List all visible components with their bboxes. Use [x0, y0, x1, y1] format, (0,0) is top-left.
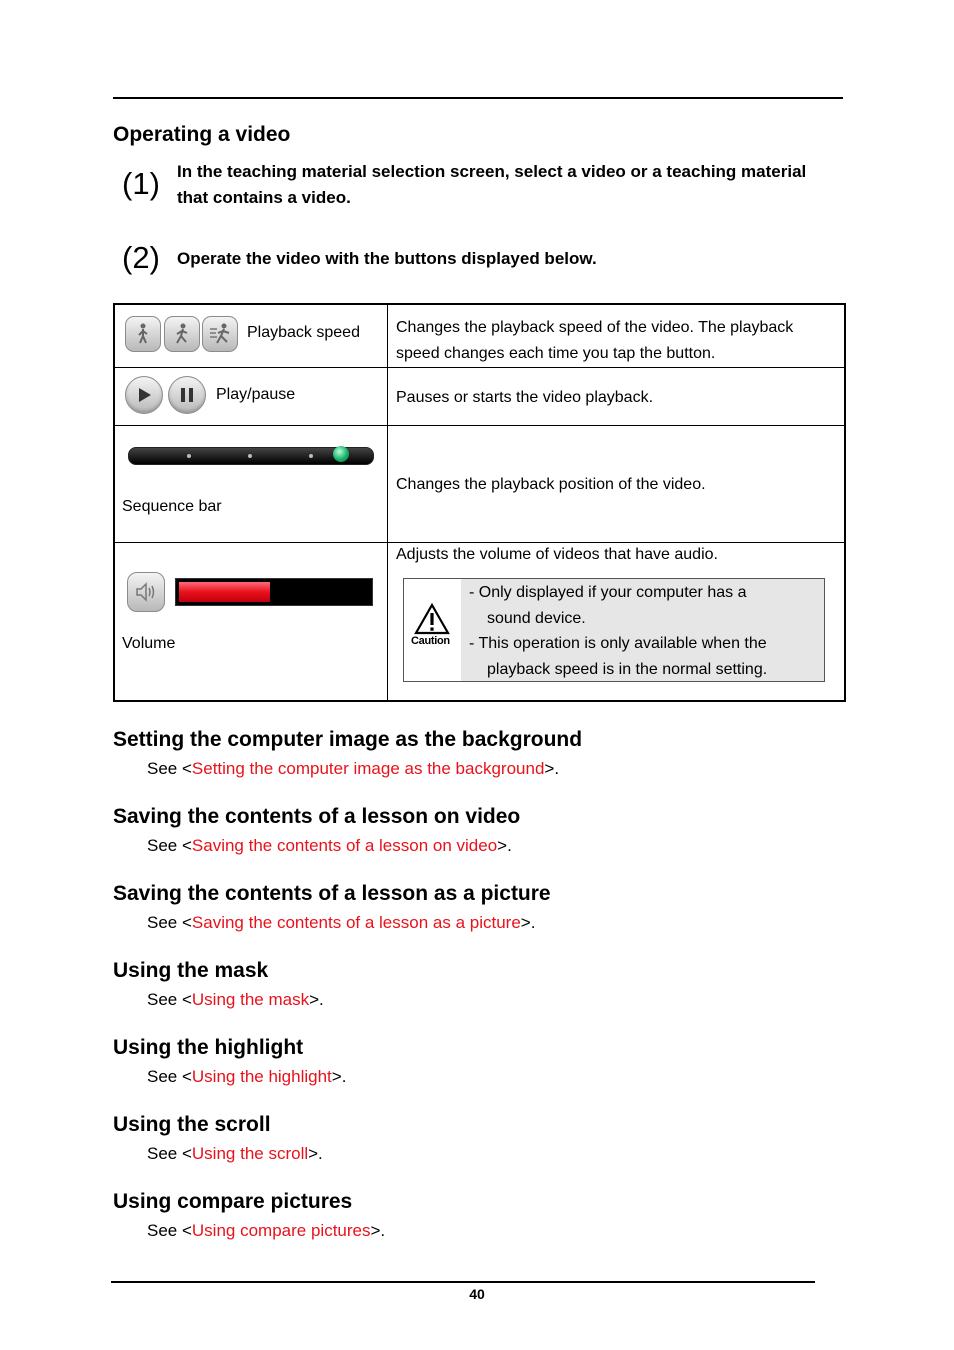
caution-label: Caution	[411, 635, 450, 647]
caution-line-1: - Only displayed if your computer has a	[469, 584, 747, 601]
link-saving-lesson-picture[interactable]: Saving the contents of a lesson as a picture	[191, 913, 521, 932]
heading-saving-lesson-picture: Saving the contents of a lesson as a picture	[113, 882, 551, 905]
speaker-icon[interactable]	[127, 572, 165, 612]
volume-label: Volume	[122, 635, 176, 652]
sequence-bar-label: Sequence bar	[122, 498, 222, 515]
walk-slow-icon[interactable]	[125, 316, 161, 352]
heading-saving-lesson-video: Saving the contents of a lesson on video	[113, 805, 521, 828]
see-reference	[147, 913, 535, 933]
table-row-sequence-bar	[114, 426, 845, 543]
see-reference	[147, 759, 559, 779]
link-compare-pictures[interactable]: Using compare pictures	[191, 1221, 371, 1240]
step-2-text: Operate the video with the buttons displayed below.	[177, 249, 597, 268]
caution-line-1-cont: sound device.	[487, 609, 586, 627]
pause-icon[interactable]	[168, 376, 206, 414]
see-prefix: See <	[147, 1067, 192, 1086]
walk-normal-icon[interactable]	[164, 316, 200, 352]
see-prefix: See <	[147, 759, 192, 778]
footer-rule	[111, 1281, 815, 1283]
sequence-bar-knob[interactable]	[333, 446, 349, 462]
see-suffix: >.	[520, 913, 536, 932]
page-number: 40	[469, 1286, 485, 1302]
table-row-volume	[114, 543, 845, 702]
caution-line-2-cont: playback speed is in the normal setting.	[487, 660, 768, 678]
heading-computer-image-background: Setting the computer image as the background	[113, 728, 583, 751]
volume-slider[interactable]	[175, 578, 373, 606]
see-reference	[147, 836, 512, 856]
play-pause-description: Pauses or starts the video playback.	[396, 389, 654, 406]
link-using-highlight[interactable]: Using the highlight	[191, 1067, 332, 1086]
see-prefix: See <	[147, 1221, 192, 1240]
link-computer-image-background[interactable]: Setting the computer image as the background	[191, 759, 545, 778]
caution-line-2: - This operation is only available when the	[469, 635, 767, 652]
see-reference	[147, 990, 324, 1010]
caution-box	[403, 578, 825, 682]
link-saving-lesson-video[interactable]: Saving the contents of a lesson on video	[191, 836, 498, 855]
see-reference	[147, 1067, 346, 1087]
see-reference	[147, 1144, 323, 1164]
link-using-scroll[interactable]: Using the scroll	[191, 1144, 309, 1163]
header-rule	[113, 97, 843, 99]
heading-using-mask: Using the mask	[113, 959, 269, 982]
play-icon[interactable]	[125, 376, 163, 414]
playback-speed-description: Changes the playback speed of the video. The playback speed changes each time you tap the button.	[396, 319, 794, 362]
sequence-bar-description: Changes the playback position of the video.	[396, 476, 706, 493]
step-1-text: In the teaching material selection screen, select a video or a teaching material that contains a video.	[177, 162, 807, 207]
link-using-mask[interactable]: Using the mask	[191, 990, 310, 1009]
see-suffix: >.	[331, 1067, 347, 1086]
play-pause-label: Play/pause	[216, 386, 296, 403]
sequence-bar[interactable]	[128, 447, 374, 465]
heading-operating-video: Operating a video	[113, 123, 291, 146]
table-row-play-pause	[114, 368, 845, 426]
heading-using-scroll: Using the scroll	[113, 1113, 271, 1136]
see-suffix: >.	[544, 759, 560, 778]
run-fast-icon[interactable]	[202, 316, 238, 352]
see-suffix: >.	[309, 990, 324, 1009]
see-prefix: See <	[147, 1144, 192, 1163]
see-suffix: >.	[370, 1221, 386, 1240]
see-suffix: >.	[308, 1144, 323, 1163]
see-reference	[147, 1221, 385, 1241]
video-controls-table	[113, 303, 846, 702]
playback-speed-label: Playback speed	[247, 324, 360, 341]
see-prefix: See <	[147, 836, 192, 855]
heading-using-highlight: Using the highlight	[113, 1036, 304, 1059]
volume-level-fill	[179, 582, 270, 602]
step-2-number: (2)	[122, 240, 160, 275]
caution-icon	[414, 603, 450, 637]
volume-description: Adjusts the volume of videos that have audio.	[396, 546, 718, 563]
step-1-number: (1)	[122, 166, 160, 201]
see-prefix: See <	[147, 990, 192, 1009]
see-prefix: See <	[147, 913, 192, 932]
heading-compare-pictures: Using compare pictures	[113, 1190, 353, 1213]
see-suffix: >.	[497, 836, 512, 855]
table-row-playback-speed	[114, 304, 845, 368]
